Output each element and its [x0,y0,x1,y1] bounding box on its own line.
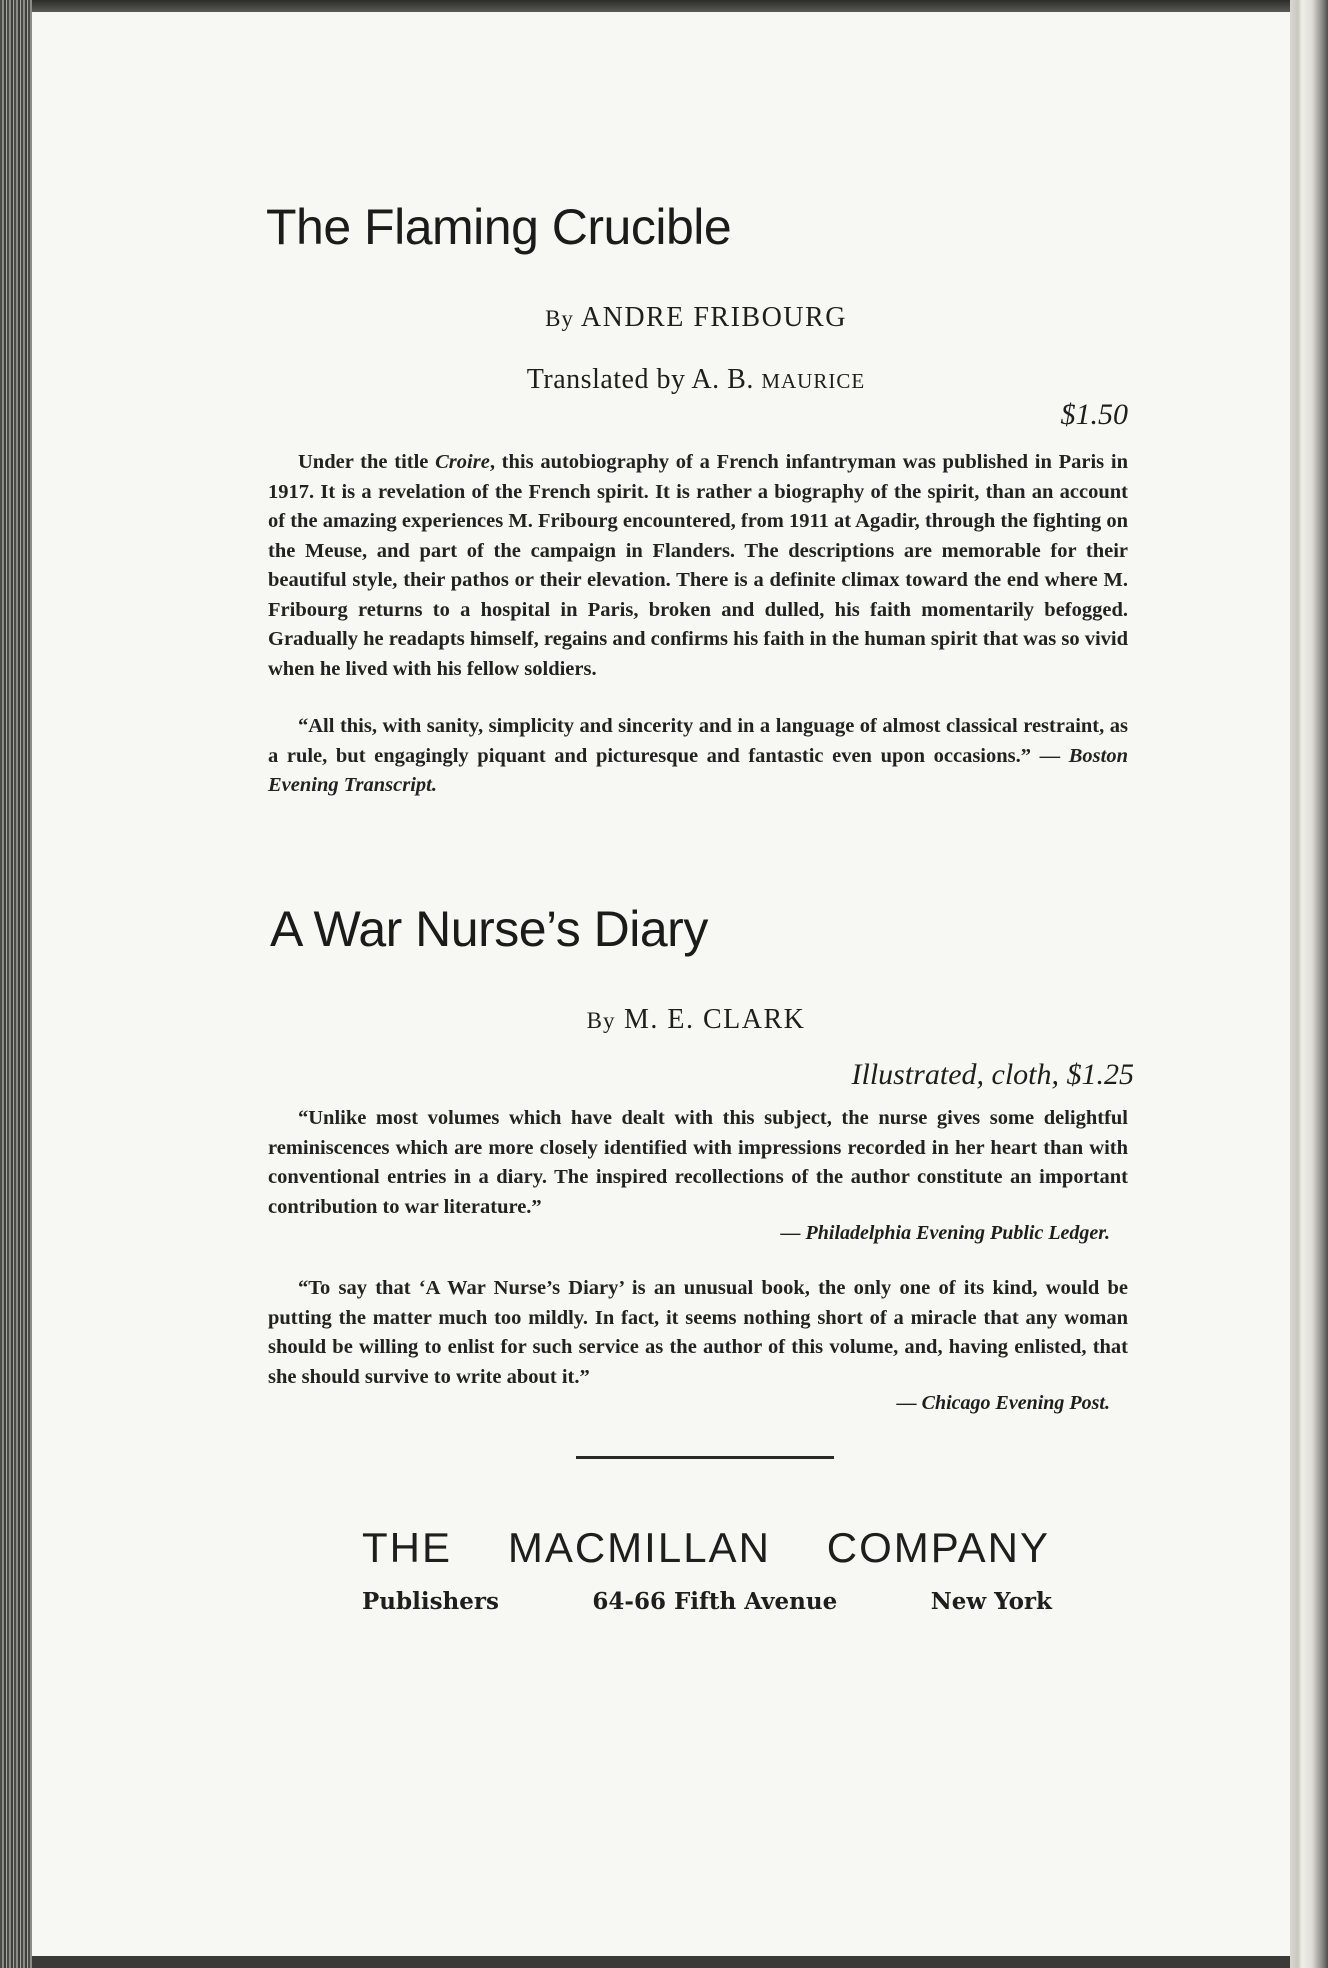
book1-title: The Flaming Crucible [266,199,732,255]
divider-rule [576,1456,834,1459]
book2-title: A War Nurse’s Diary [270,901,708,957]
book1-review-quote: “All this, with sanity, simplicity and sincerity and in a language of almost classical restraint, as a rule, but engagingly piquant and picturesque and fantastic even upon occasions.” — [268,715,1128,767]
book1-translator-line [266,364,1126,396]
book2-byline [266,1004,1126,1036]
book2-review2-quote: “To say that ‘A War Nurse’s Diary’ is an unusual book, the only one of its kind, would be putting the matter much too mildly. In fact, it seems nothing short of a miracle that any woman should be willing to enlist for such service as the author of this volume, and, having enlisted, that she should survive to write about it.” [268,1277,1128,1388]
book1-byline [266,302,1126,334]
book1-translator-prefix: Translated by A. B. [526,364,754,395]
book2-review1-quote: “Unlike most volumes which have dealt with this subject, the nurse gives some delightful reminiscences which are more closely identified with impressions recorded in her heart than with conventional entries in a diary. The inspired recollections of the author constitute an important contribution to war literature.” [268,1107,1128,1218]
publisher-details [362,1588,1052,1615]
publisher-address: 64-66 Fifth Avenue [592,1588,838,1615]
book1-review-source: Boston Evening Transcript. [268,744,1128,796]
book2-review2-source: — Chicago Evening Post. [896,1392,1110,1414]
book1-description-title: Croire [435,451,490,473]
book2-price: Illustrated, cloth, $1.25 [851,1058,1134,1091]
book2-review1-source: — Philadelphia Evening Public Ledger. [780,1222,1110,1244]
book2-by-prefix: By [586,1008,616,1033]
book1-description [268,448,1128,684]
book1-by-prefix: By [545,306,574,331]
book1-description-lead: Under the title [298,451,436,473]
publisher-city: New York [930,1588,1052,1615]
book1-price: $1.50 [1060,398,1128,431]
book1-description-rest: , this autobiography of a French infantryman was published in Paris in 1917. It is a revelation of the French spirit. It is rather a biography of the spirit, than an account of the amazing experiences M. Fribourg encountered, from 1911 at Agadir, through the fighting on the Meuse, and part of the campaign in Flanders. The descriptions are memorable for their beautiful style, their pathos or their elevation. There is a definite climax toward the end where M. Fribourg returns to a hospital in Paris, broken and dulled, his faith momentarily befogged. Gradually he readapts himself, regains and confirms his faith in the human spirit that was so vivid when he lived with his fellow soldiers. [268,451,1128,680]
publisher-name: THE MACMILLAN COMPANY [362,1524,1050,1571]
book1-translator: MAURICE [761,369,866,393]
book1-author: ANDRE FRIBOURG [580,302,847,333]
book2-author: M. E. CLARK [623,1004,806,1035]
publisher-role: Publishers [362,1588,499,1615]
book1-review [268,712,1128,801]
